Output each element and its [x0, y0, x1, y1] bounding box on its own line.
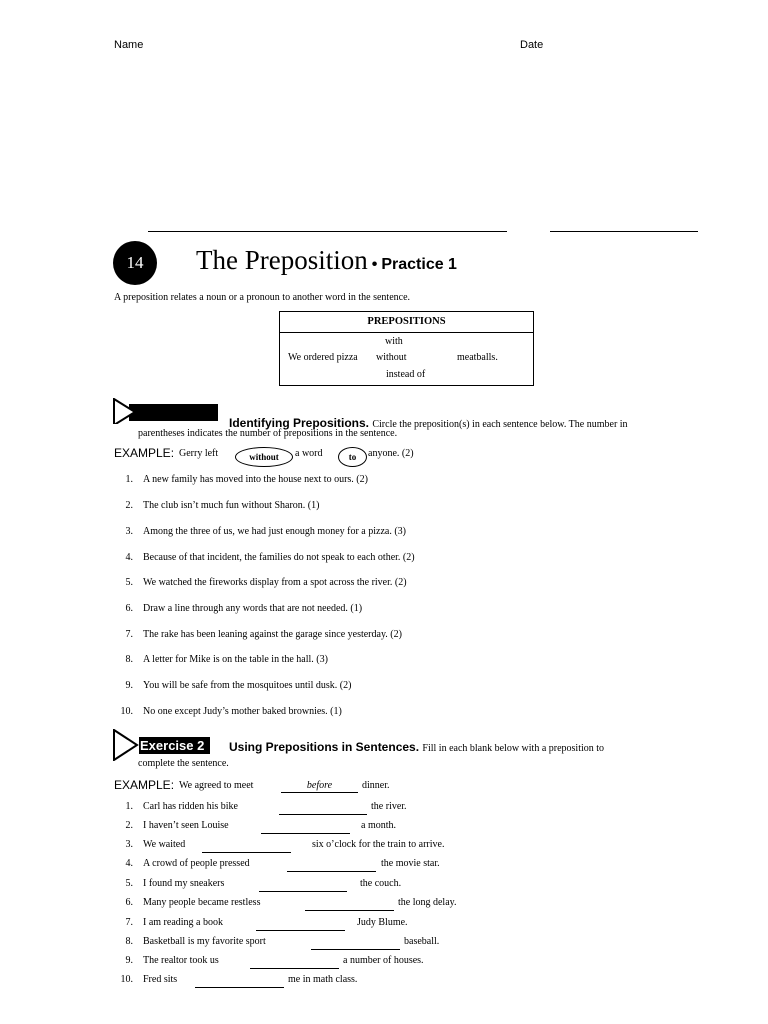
exercise2-item	[125, 955, 219, 966]
item-text: Among the three of us, we had just enough money for a pizza. (3)	[143, 526, 406, 537]
answer-blank-input[interactable]	[202, 852, 291, 853]
exercise2-heading	[229, 740, 604, 754]
exercise2-item	[125, 897, 261, 908]
item-number: 1.	[125, 801, 133, 812]
name-label: Name	[114, 39, 144, 51]
exercise2-instructions: Fill in each blank below with a preposition to	[422, 743, 605, 754]
item-text: The rake has been leaning against the garage since yesterday. (2)	[143, 629, 402, 640]
exercise2-arrow-icon	[113, 729, 139, 761]
prep-option: instead of	[386, 369, 426, 380]
item-text-before: The realtor took us	[143, 955, 219, 966]
item-text-after: a number of houses.	[343, 955, 424, 966]
answer-blank-input[interactable]	[256, 930, 345, 931]
answer-blank-input[interactable]	[305, 910, 394, 911]
exercise1-item[interactable]	[125, 577, 407, 588]
exercise1-item[interactable]	[125, 552, 415, 563]
title-sub: Practice 1	[381, 256, 457, 273]
exercise2-example-answer: before	[281, 780, 358, 793]
exercise2-item	[125, 917, 223, 928]
exercise1-instructions: Circle the preposition(s) in each sentence below. The number in	[372, 419, 628, 430]
item-number: 2.	[125, 820, 133, 831]
item-number: 9.	[125, 680, 133, 691]
item-text-after: the long delay.	[398, 897, 457, 908]
exercise1-item[interactable]	[125, 500, 320, 511]
exercise2-item	[125, 839, 186, 850]
item-text-before: Fred sits	[143, 974, 178, 985]
answer-blank-input[interactable]	[261, 833, 350, 834]
item-text-before: We waited	[143, 839, 186, 850]
date-line	[550, 231, 698, 232]
answer-blank-input[interactable]	[195, 987, 284, 988]
item-text-after: the river.	[371, 801, 407, 812]
answer-blank-input[interactable]	[287, 871, 376, 872]
exercise1-arrow-icon	[113, 398, 218, 424]
item-text-before: Carl has ridden his bike	[143, 801, 238, 812]
example-circled-word	[338, 447, 367, 467]
exercise1-item[interactable]	[125, 680, 352, 691]
item-text: A new family has moved into the house next to ours. (2)	[143, 474, 368, 485]
item-number: 4.	[125, 552, 133, 563]
exercise1-item[interactable]	[125, 474, 368, 485]
item-text-after: the movie star.	[381, 858, 440, 869]
exercise1-example-label: EXAMPLE:	[114, 446, 175, 460]
item-text-before: I am reading a book	[143, 917, 223, 928]
exercise2-example-before: We agreed to meet	[179, 780, 254, 791]
chapter-number: 14	[126, 253, 144, 272]
item-number: 2.	[125, 500, 133, 511]
exercise1-item[interactable]	[125, 629, 402, 640]
item-text-after: the couch.	[360, 878, 402, 889]
item-number: 1.	[125, 474, 133, 485]
exercise1-item[interactable]	[125, 654, 328, 665]
circled-word-text: without	[249, 452, 279, 462]
item-text-before: A crowd of people pressed	[143, 858, 250, 869]
answer-blank-input[interactable]	[250, 968, 339, 969]
item-number: 6.	[125, 897, 133, 908]
circled-word-text: to	[348, 452, 357, 462]
example-circled-word	[235, 447, 293, 467]
item-number: 5.	[125, 878, 133, 889]
prep-option: without	[376, 352, 407, 363]
item-number: 8.	[125, 936, 133, 947]
name-line	[148, 231, 507, 232]
chapter-badge	[113, 241, 157, 285]
item-text: A letter for Mike is on the table in the hall. (3)	[143, 654, 328, 665]
item-text-after: me in math class.	[288, 974, 358, 985]
item-number: 4.	[125, 858, 133, 869]
item-number: 6.	[125, 603, 133, 614]
intro-text: A preposition relates a noun or a pronoun to another word in the sentence.	[114, 292, 411, 303]
exercise2-instructions-cont: complete the sentence.	[138, 758, 229, 769]
exercise2-item	[125, 936, 266, 947]
title-main: The Preposition	[196, 245, 368, 275]
exercise2-item	[125, 801, 238, 812]
exercise2-item	[120, 974, 178, 985]
item-number: 10.	[120, 706, 133, 717]
exercise1-item[interactable]	[120, 706, 342, 717]
item-text: No one except Judy’s mother baked brownies. (1)	[143, 706, 342, 717]
item-number: 8.	[125, 654, 133, 665]
exercise2-item	[125, 878, 225, 889]
item-text: The club isn’t much fun without Sharon. (1)	[143, 500, 320, 511]
item-number: 9.	[125, 955, 133, 966]
item-text-before: I haven’t seen Louise	[143, 820, 229, 831]
item-number: 3.	[125, 839, 133, 850]
exercise2-title: Using Prepositions in Sentences.	[229, 740, 420, 754]
item-text: Because of that incident, the families do not speak to each other. (2)	[143, 552, 415, 563]
prep-sentence-end: meatballs.	[457, 352, 498, 363]
prepositions-body	[280, 333, 533, 385]
exercise2-item	[125, 820, 229, 831]
title-bullet: •	[371, 256, 378, 273]
prepositions-table	[279, 311, 534, 386]
exercise1-item[interactable]	[125, 603, 363, 614]
exercise1-example-part: anyone. (2)	[368, 448, 414, 459]
exercise2-example-label: EXAMPLE:	[114, 778, 175, 792]
item-number: 7.	[125, 917, 133, 928]
item-text-after: six o’clock for the train to arrive.	[312, 839, 445, 850]
answer-blank-input[interactable]	[259, 891, 347, 892]
item-text: Draw a line through any words that are not needed. (1)	[143, 603, 363, 614]
item-number: 5.	[125, 577, 133, 588]
exercise1-title: Identifying Prepositions.	[229, 416, 370, 430]
exercise1-example-part: a word	[295, 448, 323, 459]
item-text-before: Many people became restless	[143, 897, 261, 908]
page-title	[196, 245, 457, 276]
exercise1-example-part: Gerry left	[179, 448, 219, 459]
item-text: We watched the fireworks display from a spot across the river. (2)	[143, 577, 407, 588]
exercise2-tag: Exercise 2	[139, 737, 210, 754]
item-text-after: Judy Blume.	[357, 917, 408, 928]
item-number: 7.	[125, 629, 133, 640]
item-text: You will be safe from the mosquitoes until dusk. (2)	[143, 680, 352, 691]
answer-blank-input[interactable]	[311, 949, 400, 950]
item-text-after: baseball.	[404, 936, 440, 947]
date-label: Date	[520, 39, 544, 51]
prep-option: with	[385, 336, 403, 347]
item-number: 10.	[120, 974, 133, 985]
exercise1-item[interactable]	[125, 526, 406, 537]
exercise2-item	[125, 858, 250, 869]
exercise2-example-after: dinner.	[362, 780, 390, 791]
prep-sentence-start: We ordered pizza	[288, 352, 358, 363]
item-text-after: a month.	[361, 820, 396, 831]
item-text-before: Basketball is my favorite sport	[143, 936, 266, 947]
item-text-before: I found my sneakers	[143, 878, 225, 889]
answer-blank-input[interactable]	[279, 814, 367, 815]
item-number: 3.	[125, 526, 133, 537]
prepositions-heading: PREPOSITIONS	[280, 312, 533, 333]
exercise1-instructions-cont: parentheses indicates the number of prepositions in the sentence.	[138, 428, 398, 439]
